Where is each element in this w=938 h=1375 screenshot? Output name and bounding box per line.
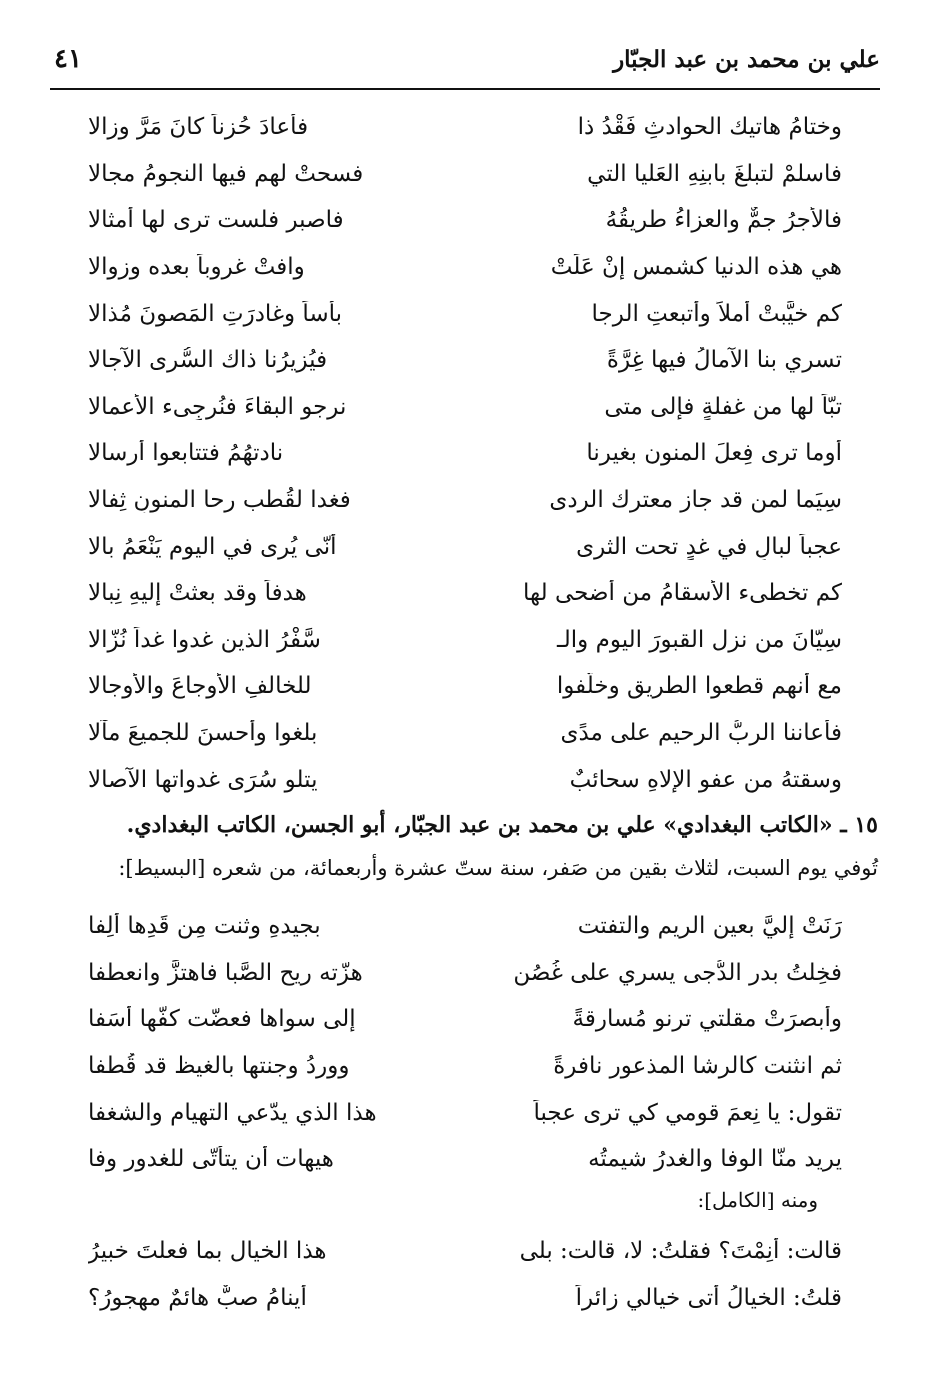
verse-second-hemistich: إلى سواها فعضّت كفَّها أسَفا bbox=[88, 1006, 356, 1033]
verse bbox=[88, 710, 842, 757]
verse-second-hemistich: هذا الذي يدّعي التهيام والشغفا bbox=[88, 1099, 377, 1126]
verse-second-hemistich: هيهات أن يتأتّى للغدورِ وفا bbox=[88, 1146, 334, 1173]
verse bbox=[88, 384, 842, 431]
poem-2 bbox=[88, 903, 842, 1183]
verse bbox=[88, 1275, 842, 1322]
verse-second-hemistich: أنّى يُرى في اليوم يَنْعَمُ بالا bbox=[88, 533, 337, 560]
entry-heading: ١٥ ـ «الكاتب البغدادي» علي بن محمد بن عبد الجبّار، أبو الجسن، الكاتب البغدادي. bbox=[126, 812, 878, 838]
verse-second-hemistich: فأعادَ حُزناً كانَ مَرَّ وزالا bbox=[88, 114, 309, 141]
verse bbox=[88, 151, 842, 198]
verse-second-hemistich: فاصبر فلست ترى لها أمثالا bbox=[88, 207, 344, 234]
verse-second-hemistich: بلغوا وأحسنَ للجميعَ مآلا bbox=[88, 720, 318, 747]
verse-first-hemistich: فخِلتُ بدر الدُّجى يسري على غُصُنٍ bbox=[513, 959, 842, 986]
verse bbox=[88, 1228, 842, 1275]
verse-first-hemistich: رَنَتْ إليَّ بعين الريمِ والتفتت bbox=[577, 913, 842, 940]
verse bbox=[88, 477, 842, 524]
verse-first-hemistich: عجباً لبالٍ في غدٍ تحت الثرى bbox=[576, 533, 842, 560]
meter-label: ومنه [الكامل]: bbox=[697, 1188, 818, 1212]
verse bbox=[88, 950, 842, 997]
running-title: علي بن محمد بن عبد الجبّار bbox=[613, 46, 880, 73]
poem-1 bbox=[88, 104, 842, 803]
verse-first-hemistich: أوما ترى فِعلَ المنون بغيرنا bbox=[586, 440, 842, 467]
verse-first-hemistich: قالت: أنِمْتَ؟ فقلتُ: لا، قالت: بلى bbox=[519, 1238, 842, 1265]
verse bbox=[88, 996, 842, 1043]
verse-second-hemistich: نرجو البقاءَ فنُرجِىء الأعمالا bbox=[88, 393, 347, 420]
verse-second-hemistich: فغدا لقُطب رحا المنونِ ثِفالا bbox=[88, 487, 351, 514]
verse-second-hemistich: للخالفِ الأوجاعَ والأوجالا bbox=[88, 673, 312, 700]
verse-first-hemistich: كم تخطىء الأسقامُ من أضحى لها bbox=[523, 580, 842, 607]
running-header bbox=[50, 40, 880, 90]
verse-first-hemistich: تقول: يا نِعمَ قومي كي ترى عجباً bbox=[533, 1099, 842, 1126]
verse bbox=[88, 104, 842, 151]
verse-second-hemistich: أينامُ صبٌّ هائمٌ مهجورُ؟ bbox=[88, 1284, 307, 1311]
verse bbox=[88, 337, 842, 384]
verse-second-hemistich: هزّته ريح الصَّبا فاهتزَّ وانعطفا bbox=[88, 959, 363, 986]
page-number: ٤١ bbox=[54, 44, 82, 74]
verse bbox=[88, 523, 842, 570]
verse bbox=[88, 244, 842, 291]
verse bbox=[88, 430, 842, 477]
verse-second-hemistich: يتلو سُرَى غدواتها الآصالا bbox=[88, 766, 318, 793]
verse-first-hemistich: تسري بنا الآمالُ فيها غِرَّةً bbox=[606, 347, 842, 374]
verse-first-hemistich: هي هذه الدنيا كشمسٍ إنْ عَلَتْ bbox=[550, 254, 842, 281]
verse bbox=[88, 290, 842, 337]
verse bbox=[88, 1089, 842, 1136]
verse bbox=[88, 903, 842, 950]
verse bbox=[88, 570, 842, 617]
verse-first-hemistich: قلتُ: الخيالُ أتى خيالي زائراً bbox=[575, 1284, 842, 1311]
verse-second-hemistich: سَّفْرُ الذين غدوا غداً نُزّالا bbox=[88, 626, 321, 653]
verse-second-hemistich: بجيدهِ وثنت مِن قَدِها ألِفا bbox=[88, 913, 321, 940]
verse bbox=[88, 663, 842, 710]
verse-first-hemistich: وختامُ هاتيك الحوادثِ فَقْدُ ذا bbox=[577, 114, 842, 141]
verse-second-hemistich: بأساً وغادرَتِ المَصونَ مُذالا bbox=[88, 300, 343, 327]
verse bbox=[88, 1043, 842, 1090]
verse-second-hemistich: فسحتْ لهم فيها النجومُ مجالا bbox=[88, 160, 364, 187]
verse-first-hemistich: فالأجرُ جمٌّ والعزاءُ طريقُهُ bbox=[605, 207, 842, 234]
verse-first-hemistich: يريد منّا الوفا والغدرُ شيمتُه bbox=[588, 1146, 842, 1173]
verse bbox=[88, 197, 842, 244]
verse-first-hemistich: مع أنهم قطعوا الطريق وخلَّفوا bbox=[556, 673, 842, 700]
verse-second-hemistich: وورِدُ وجنتها بالغيظ قد قُطفا bbox=[88, 1053, 350, 1080]
verse-first-hemistich: سِيّانَ من نزل القبورَ اليوم والـ bbox=[557, 626, 842, 653]
entry-biography: تُوفي يوم السبت، لثلاث بقين من صَفر، سنة ستّ عشرة وأربعمائة، من شعره [البسيط]: bbox=[118, 856, 878, 880]
verse-first-hemistich: وأبصرَتْ مقلتي ترنو مُسارقةً bbox=[572, 1006, 842, 1033]
verse bbox=[88, 756, 842, 803]
poem-3 bbox=[88, 1228, 842, 1321]
verse-second-hemistich: هذا الخيال بما فعلتَ خبيرُ bbox=[88, 1238, 327, 1265]
verse-first-hemistich: فاسلمْ لتبلغَ بابنِهِ العَليا التي bbox=[587, 160, 842, 187]
verse bbox=[88, 1136, 842, 1183]
verse-first-hemistich: كم خيَّبتْ أملاً وأتبعتِ الرجا bbox=[591, 300, 842, 327]
verse-second-hemistich: فيُزيرُنا ذاك السُّرى الآجالا bbox=[88, 347, 328, 374]
verse-second-hemistich: وافتْ غروباً بعده وزوالا bbox=[88, 254, 305, 281]
verse-second-hemistich: نادتهُمُ فتتابعوا أرسالا bbox=[88, 440, 284, 467]
verse bbox=[88, 617, 842, 664]
verse-first-hemistich: تبّاً لها من غفلةٍ فإلى متى bbox=[604, 393, 842, 420]
verse-first-hemistich: فأعاننا الربُّ الرحيم على مدًى bbox=[560, 720, 842, 747]
verse-first-hemistich: سِيَما لمن قد جاز معترك الردى bbox=[549, 487, 842, 514]
verse-first-hemistich: ثم انثنت كالرشا المذعور نافرةً bbox=[553, 1053, 842, 1080]
verse-first-hemistich: وسقتهُ من عفوِ الإلاهِ سحائبٌ bbox=[569, 766, 842, 793]
verse-second-hemistich: هدفاً وقد بعثتْ إليهِ نِبالا bbox=[88, 580, 307, 607]
